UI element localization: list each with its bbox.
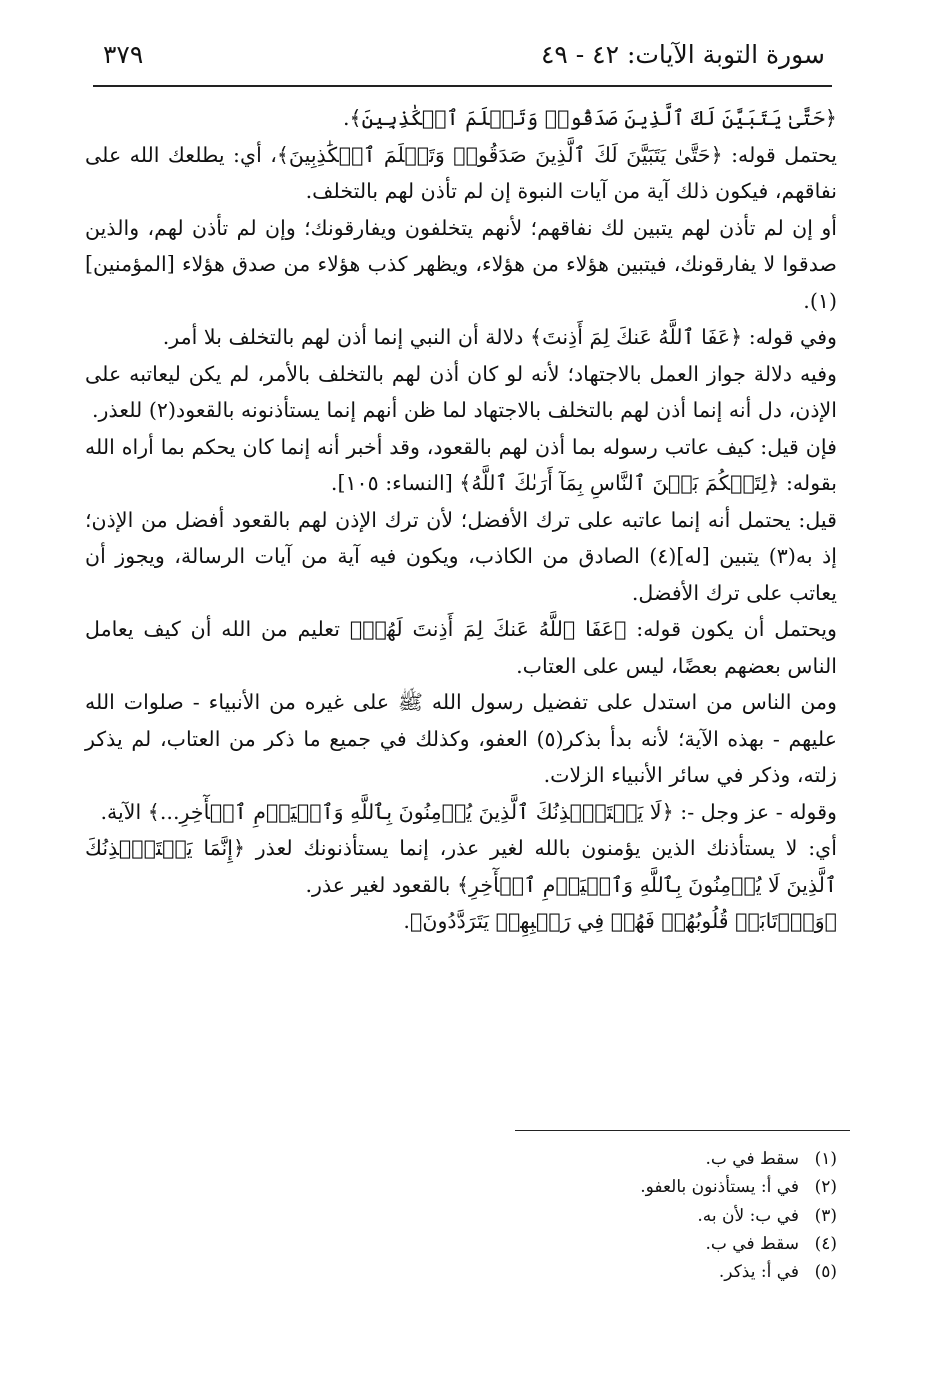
paragraph: وفيه دلالة جواز العمل بالاجتهاد؛ لأنه لو كان أذن لهم بالتخلف بالأمر، لم يكن ليعاتبه على الإذن، دل أنه إنما أذن لهم بالتخلف بالاجتهاد لما ظن أنهم إنما يستأذنونه بالقعود(٢) للعذر. bbox=[85, 361, 837, 422]
paragraph: ﴿وَٱرۡتَابَتۡ قُلُوبُهُمۡ فَهُمۡ فِي رَيۡبِهِمۡ يَتَرَدَّدُونَ﴾. bbox=[403, 909, 837, 933]
footnote-text: في أ: يذكر. bbox=[718, 1262, 799, 1283]
footnote-number: (٣) bbox=[814, 1205, 837, 1226]
paragraph: يحتمل قوله: ﴿حَتَّىٰ يَتَبَيَّنَ لَكَ ٱلَّذِينَ صَدَقُوا۟ وَتَعۡلَمَ ٱلۡكَٰذِبِينَ﴾، أي: يطلعك الله على نفاقهم، فيكون ذلك آية من آيات النبوة إن لم تأذن لهم بالتخلف. bbox=[85, 142, 837, 203]
footnote-text: سقط في ب. bbox=[705, 1149, 799, 1169]
footnote-divider bbox=[515, 1130, 850, 1131]
paragraph: وقوله - عز وجل -: ﴿لَا يَسۡتَـٔۡذِنُكَ ٱلَّذِينَ يُؤۡمِنُونَ بِٱللَّهِ وَٱلۡيَوۡمِ ٱلۡأٓخِرِ...﴾ الآية. bbox=[100, 799, 837, 824]
header-divider bbox=[93, 85, 832, 87]
footnote-number: (٤) bbox=[814, 1233, 837, 1254]
footnote bbox=[237, 1173, 837, 1201]
paragraph: ويحتمل أن يكون قوله: ﴿عَفَا ٱللَّهُ عَنكَ لِمَ أَذِنتَ لَهُمۡ﴾ تعليم من الله أن كيف يعامل الناس بعضهم بعضًا، ليس على العتاب. bbox=[85, 617, 837, 678]
main-text bbox=[85, 100, 837, 940]
footnotes bbox=[237, 1145, 837, 1286]
paragraph: وفي قوله: ﴿عَفَا ٱللَّهُ عَنكَ لِمَ أَذِنتَ﴾ دلالة أن النبي إنما أذن لهم بالتخلف بلا أمر. bbox=[162, 325, 837, 349]
running-header-title: سورة التوبة الآيات: ٤٢ - ٤٩ bbox=[540, 40, 825, 69]
footnote bbox=[237, 1202, 837, 1230]
paragraph: أو إن لم تأذن لهم يتبين لك نفاقهم؛ لأنهم يتخلفون ويفارقونك؛ وإن لم تأذن لهم، والذين صدقوا لا يفارقونك، فيتبين هؤلاء من هؤلاء، ويظهر كذب هؤلاء من صدق هؤلاء [المؤمنين](١). bbox=[85, 215, 837, 313]
footnote-number: (٥) bbox=[814, 1262, 837, 1283]
paragraph: ومن الناس من استدل على تفضيل رسول الله ﷺ على غيره من الأنبياء - صلوات الله عليهم - بهذه الآية؛ لأنه بدأ بذكر(٥) العفو، وكذلك في جميع ما ذكر من العتاب، لم يذكر زلته، وذكر في سائر الأنبياء الزلات. bbox=[85, 690, 837, 787]
page-number: ٣٧٩ bbox=[103, 40, 144, 69]
footnote-text: سقط في ب. bbox=[705, 1233, 799, 1254]
paragraph: قيل: يحتمل أنه إنما عاتبه على ترك الأفضل؛ لأن ترك الإذن لهم بالقعود أفضل من الإذن؛ إذ به(٣) يتبين [له](٤) الصادق من الكاذب، ويكون فيه آية من آيات الرسالة، ويجوز أن يعاتب على ترك الأفضل. bbox=[85, 507, 837, 605]
footnote-text: في أ: يستأذنون بالعفو. bbox=[640, 1177, 799, 1198]
footnote-text: في ب: لأن به. bbox=[697, 1205, 799, 1226]
paragraph: ﴿حَتَّىٰ يَتَبَيَّنَ لَكَ ٱلَّذِينَ صَدَقُوا۟ وَتَعۡلَمَ ٱلۡكَٰذِبِينَ﴾. bbox=[342, 106, 837, 130]
paragraph: فإن قيل: كيف عاتب رسوله بما أذن لهم بالقعود، وقد أخبر أنه إنما كان يحكم بما أراه الله بقوله: ﴿لِتَحۡكُمَ بَيۡنَ ٱلنَّاسِ بِمَآ أَرَىٰكَ ٱللَّهُ﴾ [النساء: ١٠٥]. bbox=[85, 434, 837, 495]
footnote bbox=[237, 1230, 837, 1258]
footnote-number: (١) bbox=[814, 1149, 837, 1169]
footnote-number: (٢) bbox=[814, 1177, 837, 1198]
paragraph: أي: لا يستأذنك الذين يؤمنون بالله لغير عذر، إنما يستأذنونك لعذر ﴿إِنَّمَا يَسۡتَـٔۡذِنُكَ ٱلَّذِينَ لَا يُؤۡمِنُونَ بِٱللَّهِ وَٱلۡيَوۡمِ ٱلۡأٓخِرِ﴾ بالقعود لغير عذر. bbox=[85, 836, 837, 897]
footnote bbox=[237, 1258, 837, 1286]
footnote bbox=[237, 1145, 837, 1173]
